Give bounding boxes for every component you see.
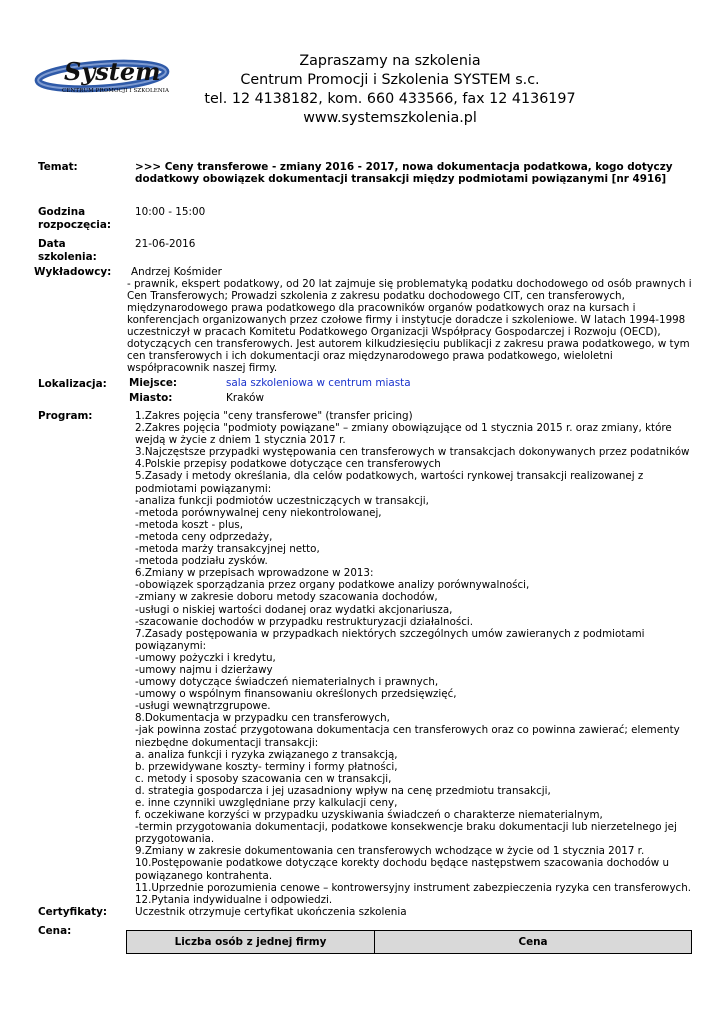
program-item: -jak powinna zostać przygotowana dokumentacja cen transferowych oraz co powinna zawierać; elementy niezbędne dokumentacji transakcji: [135, 724, 680, 749]
system-logo [34, 52, 184, 102]
location-label: Lokalizacja: [38, 378, 107, 390]
header-line1: Zapraszamy na szkolenia [299, 53, 481, 69]
program-item: -obowiązek sporządzania przez organy podatkowe analizy porównywalności, [135, 579, 530, 592]
header-phone: tel. 12 4138182, kom. 660 433566, fax 12 4136197 [204, 91, 576, 107]
program-item: d. strategia gospodarcza i jej uzasadniony wpływ na cenę przedmiotu transakcji, [135, 784, 551, 797]
date-label [38, 238, 97, 264]
header [190, 52, 590, 128]
price-label: Cena: [38, 925, 72, 937]
program-item: 7.Zasady postępowania w przypadkach niektórych szczególnych umów zawieranych z podmiotami powiązanymi: [135, 627, 645, 652]
date-label-line1: Data [38, 238, 66, 250]
price-col-price: Cena [375, 931, 692, 954]
program-item: -umowy najmu i dzierżawy [135, 663, 273, 676]
start-time-label-line1: Godzina [38, 206, 86, 218]
program-item: 5.Zasady i metody określania, dla celów podatkowych, wartości rynkowej transakcji realizowanej z podmiotami powiązanymi: [135, 470, 644, 495]
program-item: -usługi wewnątrzgrupowe. [135, 700, 271, 713]
program-label: Program: [38, 410, 93, 422]
place-label: Miejsce: [129, 377, 178, 389]
program-item: -umowy o wspólnym finansowaniu określonych przedsięwzięć, [135, 688, 457, 701]
price-col-persons: Liczba osób z jednej firmy [127, 931, 375, 954]
certificates-value: Uczestnik otrzymuje certyfikat ukończenia szkolenia [135, 906, 407, 918]
program-item: -szacowanie dochodów w przypadku restrukturyzacji działalności. [135, 615, 474, 628]
start-time-label-line2: rozpoczęcia: [38, 219, 112, 231]
header-line2: Centrum Promocji i Szkolenia SYSTEM s.c. [240, 72, 540, 88]
program-item: 8.Dokumentacja w przypadku cen transferowych, [135, 712, 390, 725]
program-item: -metoda porównywalnej ceny niekontrolowanej, [135, 506, 382, 519]
topic-line2: dodatkowy obowiązek dokumentacji transakcji między podmiotami powiązanymi [nr 4916] [135, 173, 667, 185]
program-item: c. metody i sposoby szacowania cen w transakcji, [135, 772, 392, 785]
place-link[interactable]: sala szkoleniowa w centrum miasta [226, 377, 411, 389]
program-item: f. oczekiwane korzyści w przypadku uzyskiwania świadczeń o charakterze niematerialnym, [135, 809, 603, 822]
program-item: -metoda koszt - plus, [135, 518, 244, 531]
price-table-header [127, 931, 692, 954]
topic-label: Temat: [38, 161, 78, 173]
program-item: 2.Zakres pojęcia "podmioty powiązane" – zmiany obowiązujące od 1 stycznia 2015 r. oraz zmiany, które wejdą w życie z dniem 1 stycznia 2017 r. [135, 422, 672, 447]
program-item: -metoda podziału zysków. [135, 555, 268, 568]
program-item: a. analiza funkcji i ryzyka związanego z transakcją, [135, 748, 398, 761]
program-item: 9.Zmiany w zakresie dokumentowania cen transferowych wchodzące w życie od 1 stycznia 2017 r. [135, 845, 645, 858]
lecturers-label: Wykładowcy: [34, 266, 112, 278]
program-item: -analiza funkcji podmiotów uczestniczących w transakcji, [135, 494, 429, 507]
certificates-label: Certyfikaty: [38, 906, 108, 918]
program-item: 10.Postępowanie podatkowe dotyczące korekty dochodu będące następstwem szacowania dochodów u powiązanego kontrahenta. [135, 857, 670, 882]
program-item: -umowy dotyczące świadczeń niematerialnych i prawnych, [135, 676, 439, 689]
program-item: 6.Zmiany w przepisach wprowadzone w 2013: [135, 567, 374, 580]
date-value: 21-06-2016 [135, 238, 196, 250]
logo-wordmark: System [64, 57, 161, 86]
program-item: -usługi o niskiej wartości dodanej oraz wydatki akcjonariusza, [135, 603, 453, 616]
program-item: -termin przygotowania dokumentacji, podatkowe konsekwencje braku dokumentacji lub nierzetelnego jej przygotowania. [135, 821, 677, 846]
program-item: 3.Najczęstsze przypadki występowania cen transferowych w transakcjach dokonywanych przez podatników [135, 446, 690, 459]
date-label-line2: szkolenia: [38, 251, 97, 263]
city-value: Kraków [226, 392, 264, 404]
program-item: 1.Zakres pojęcia "ceny transferowe" (transfer pricing) [135, 410, 413, 422]
price-table [126, 930, 692, 954]
lecturer-name: Andrzej Kośmider [131, 266, 222, 278]
program-item: -umowy pożyczki i kredytu, [135, 651, 276, 664]
program-item: 4.Polskie przepisy podatkowe dotyczące cen transferowych [135, 458, 441, 471]
logo-subtitle: CENTRUM PROMOCJI I SZKOLENIA [62, 88, 170, 94]
program-list [135, 410, 695, 906]
program-item: -zmiany w zakresie doboru metody szacowania dochodów, [135, 591, 438, 604]
topic-value [135, 161, 695, 185]
program-item: b. przewidywane koszty- terminy i formy płatności, [135, 760, 398, 773]
program-item: -metoda ceny odprzedaży, [135, 530, 273, 543]
topic-line1: >>> Ceny transferowe - zmiany 2016 - 2017, nowa dokumentacja podatkowa, kogo dotyczy [135, 161, 673, 173]
program-item: 11.Uprzednie porozumienia cenowe – kontrowersyjny instrument zabezpieczenia ryzyka cen transferowych. [135, 881, 692, 894]
start-time-label [38, 206, 111, 232]
lecturer-bio: - prawnik, ekspert podatkowy, od 20 lat zajmuje się problematyką podatku dochodowego od osób prawnych i Cen Transferowych; Prowadzi szkolenia z zakresu podatku dochodowego CIT, cen transferowych, międzynarodowego prawa podatkowego dla pracowników organów podatkowych oraz na kursach i konferencjach organizowanych przez czołowe firmy i instytucje doradcze i szkoleniowe. W latach 1994-1998 uczestniczył w pracach Komitetu Podatkowego Organizacji Współpracy Gospodarczej i Rozwoju (OECD), dotyczących cen transferowych. Jest autorem kilkudziesięciu publikacji z zakresu prawa podatkowego, w tym cen transferowych i ich dokumentacji oraz międzynarodowego prawa podatkowego, wieloletni współpracownik naszej firmy. [127, 278, 692, 374]
program-item: e. inne czynniki uwzględniane przy kalkulacji ceny, [135, 797, 398, 809]
program-item: -metoda marży transakcyjnej netto, [135, 543, 320, 556]
program-item: 12.Pytania indywidualne i odpowiedzi. [135, 893, 333, 906]
header-website: www.systemszkolenia.pl [303, 110, 477, 126]
start-time-value: 10:00 - 15:00 [135, 206, 206, 218]
city-label: Miasto: [129, 392, 173, 404]
